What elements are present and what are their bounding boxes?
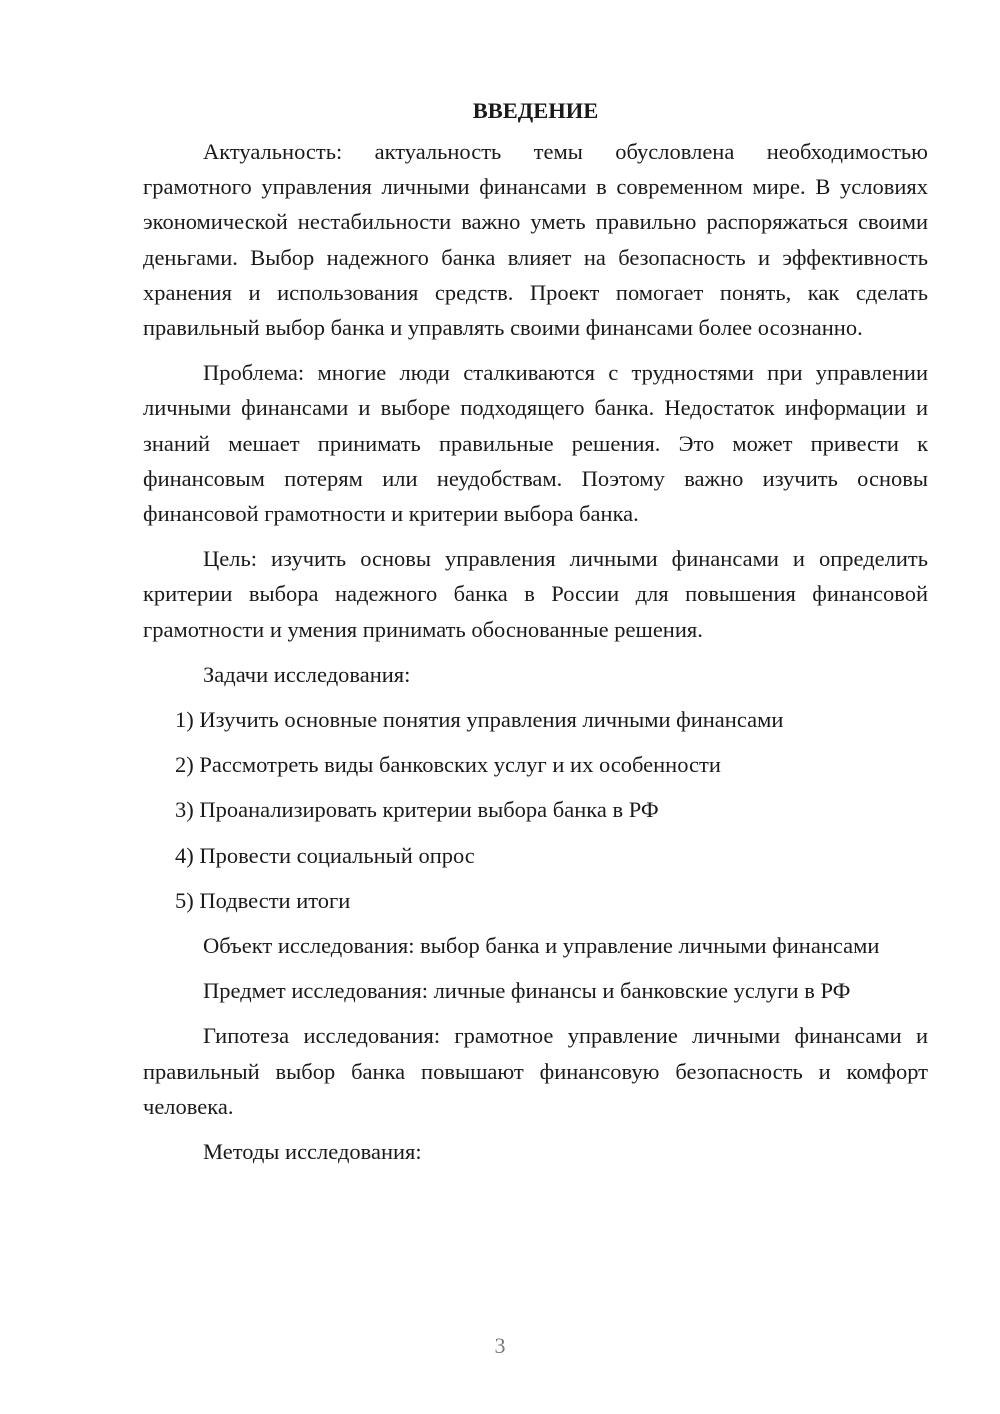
document-page — [143, 93, 928, 1179]
methods-heading: Методы исследования: — [203, 1139, 422, 1165]
list-item: 4) Провести социальный опрос — [175, 842, 475, 868]
relevance-paragraph: Актуальность: актуальность темы обусловлена необходимостью грамотного управления личными финансами в современном мире. В условиях экономической нестабильности важно уметь правильно распоряжаться своими деньгами. Выбор надежного банка влияет на безопасность и эффективность хранения и использования средств. Проект помогает понять, как сделать правильный выбор банка и управлять своими финансами более осознанно. — [143, 139, 928, 341]
list-item: 5) Подвести итоги — [175, 887, 351, 913]
list-item: 2) Рассмотреть виды банковских услуг и их особенности — [175, 752, 721, 778]
subject-paragraph: Предмет исследования: личные финансы и банковские услуги в РФ — [203, 978, 851, 1004]
object-paragraph: Объект исследования: выбор банка и управление личными финансами — [203, 933, 880, 959]
page-title: ВВЕДЕНИЕ — [472, 98, 599, 123]
tasks-list — [143, 702, 928, 918]
tasks-heading: Задачи исследования: — [203, 661, 411, 687]
list-item: 1) Изучить основные понятия управления личными финансами — [175, 707, 784, 733]
problem-paragraph: Проблема: многие люди сталкиваются с трудностями при управлении личными финансами и выборе подходящего банка. Недостаток информации и знаний мешает принимать правильные решения. Это может привести к финансовым потерям или неудобствам. Поэтому важно изучить основы финансовой грамотности и критерии выбора банка. — [143, 360, 928, 527]
hypothesis-paragraph: Гипотеза исследования: грамотное управление личными финансами и правильный выбор банка повышают финансовую безопасность и комфорт человека. — [143, 1023, 928, 1119]
list-item: 3) Проанализировать критерии выбора банка в РФ — [175, 797, 659, 823]
goal-paragraph: Цель: изучить основы управления личными финансами и определить критерии выбора надежного банка в России для повышения финансовой грамотности и умения принимать обоснованные решения. — [143, 546, 928, 642]
page-number: 3 — [494, 1333, 506, 1358]
